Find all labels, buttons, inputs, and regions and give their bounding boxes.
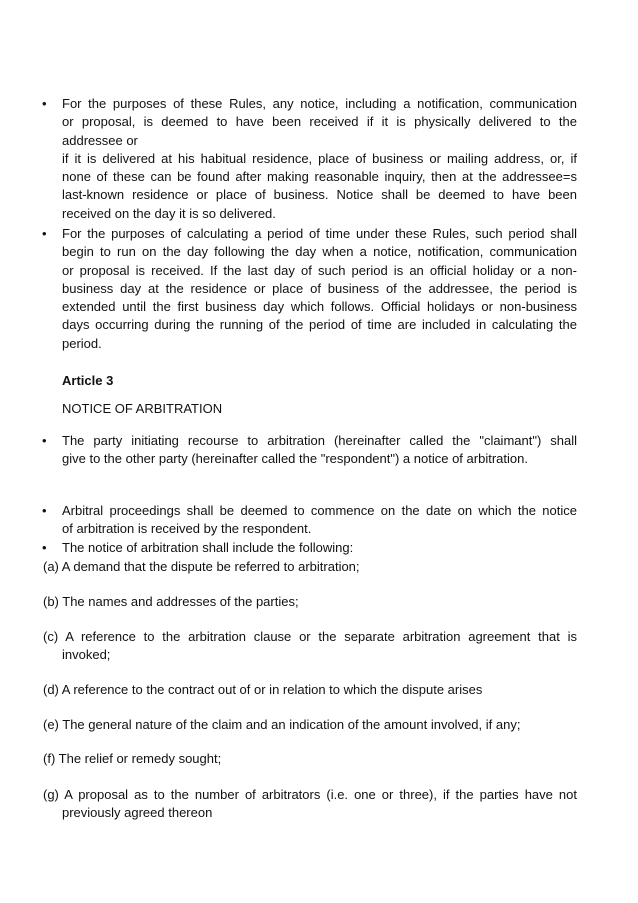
text-line: • For the purposes of calculating a period of time under these Rules, such period shall	[62, 226, 577, 241]
text-line: (c) A reference to the arbitration clause or the separate arbitration agreement that is	[43, 629, 577, 644]
text-line: or proposal, is deemed to have been received if it is physically delivered to the	[62, 114, 577, 130]
article-number: Article 3	[62, 373, 114, 388]
text-line: days occurring during the running of the period of time are included in calculating the	[62, 317, 577, 333]
text-line: invoked;	[62, 647, 111, 663]
text-line: • For the purposes of these Rules, any notice, including a notification, communication	[62, 96, 577, 111]
text-line: • Arbitral proceedings shall be deemed to commence on the date on which the notice	[62, 503, 577, 518]
text-line: business day at the residence or place of business of the addressee, the period is	[62, 280, 577, 296]
text-line: (a) A demand that the dispute be referred to arbitration;	[43, 559, 360, 574]
text-line: • The party initiating recourse to arbitration (hereinafter called the "claimant") shall	[62, 433, 577, 448]
item-b	[43, 593, 577, 611]
item-a	[43, 558, 577, 576]
text-line: extended until the first business day which follows. Official holidays or non-business	[62, 299, 577, 315]
text-line: (d) A reference to the contract out of or in relation to which the dispute arises	[43, 682, 483, 697]
item-d	[43, 681, 577, 699]
text-line: (e) The general nature of the claim and an indication of the amount involved, if any;	[43, 717, 521, 732]
text-line: last-known residence or place of business. Notice shall be deemed to have been	[62, 187, 577, 203]
text-line: none of these can be found after making reasonable inquiry, then at the addressee=s	[62, 169, 577, 185]
text-line: period.	[62, 335, 102, 351]
text-line: • The notice of arbitration shall include the following:	[62, 540, 354, 555]
text-line: (g) A proposal as to the number of arbitrators (i.e. one or three), if the parties have not	[43, 787, 577, 802]
bullet-time-calculation	[62, 225, 577, 353]
text-line: or proposal is received. If the last day of such period is an official holiday or a non-	[62, 262, 577, 278]
text-line: received on the day it is so delivered.	[62, 205, 276, 221]
text-line: begin to run on the day following the day when a notice, notification, communication	[62, 244, 577, 260]
text-line: previously agreed thereon	[62, 805, 213, 821]
item-c	[43, 628, 577, 665]
item-e	[43, 716, 577, 734]
item-f	[43, 750, 577, 768]
item-g	[43, 786, 577, 823]
bullet-commencement	[62, 502, 577, 539]
bullet-claimant-notice	[62, 432, 577, 469]
text-line: (f) The relief or remedy sought;	[43, 751, 222, 766]
text-line: addressee or	[62, 132, 138, 148]
text-line: of arbitration is received by the respondent.	[62, 521, 312, 537]
text-line: (b) The names and addresses of the parties;	[43, 594, 299, 609]
bullet-notice-contents	[62, 539, 577, 557]
text-line: if it is delivered at his habitual residence, place of business or mailing address, or, if	[62, 150, 577, 166]
bullet-notice-receipt	[62, 95, 577, 223]
text-line: give to the other party (hereinafter called the "respondent") a notice of arbitration.	[62, 451, 528, 467]
article-title: NOTICE OF ARBITRATION	[62, 401, 223, 416]
